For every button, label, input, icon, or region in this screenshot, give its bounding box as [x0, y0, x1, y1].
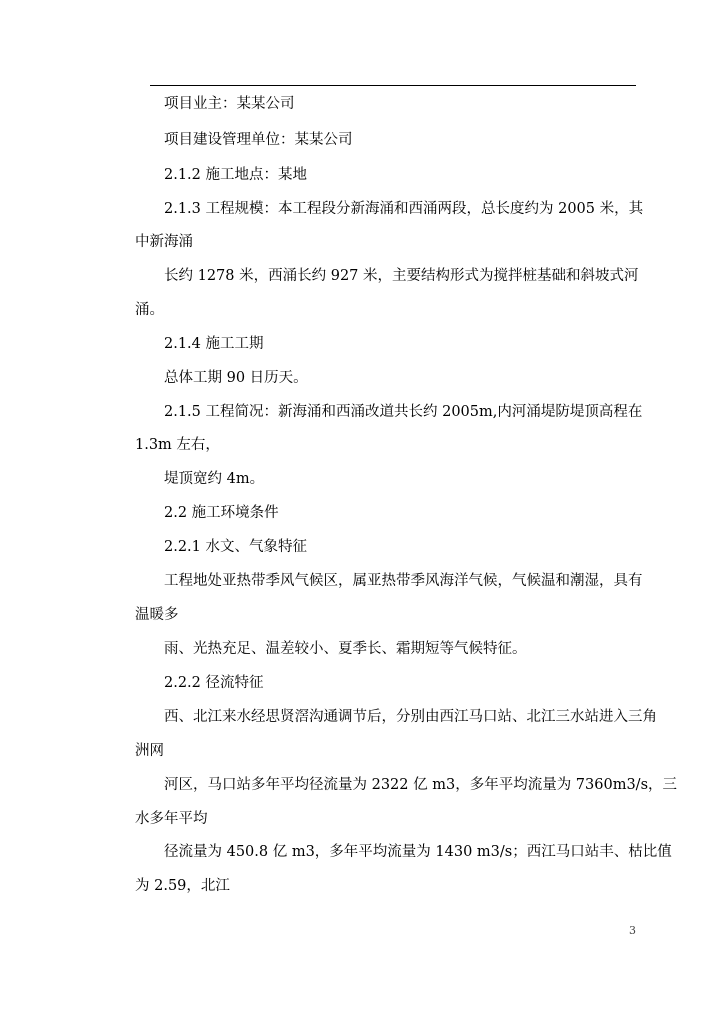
page-number: 3 [629, 924, 636, 937]
text-line: 2.1.4 施工工期 [164, 336, 264, 352]
text-line: 2.2.1 水文、气象特征 [164, 539, 308, 555]
text-line: 1.3m 左右， [135, 437, 220, 453]
text-line: 项目建设管理单位：某某公司 [164, 132, 353, 148]
text-line: 中新海涌 [135, 234, 193, 250]
text-line: 2.1.3 工程规模：本工程段分新海涌和西涌两段，总长度约为 2005 米，其 [164, 201, 644, 217]
text-line: 水多年平均 [135, 811, 208, 827]
text-line: 2.1.2 施工地点：某地 [164, 167, 308, 183]
text-line: 2.2 施工环境条件 [164, 505, 279, 521]
text-line: 径流量为 450.8 亿 m3，多年平均流量为 1430 m3/s；西江马口站丰、枯比值 [164, 844, 672, 860]
text-line: 雨、光热充足、温差较小、夏季长、霜期短等气候特征。 [164, 641, 527, 657]
header-rule [150, 85, 636, 86]
text-line: 总体工期 90 日历天。 [164, 370, 308, 386]
text-line: 西、北江来水经思贤滘沟通调节后，分别由西江马口站、北江三水站进入三角 [164, 709, 657, 725]
text-line: 项目业主：某某公司 [164, 96, 295, 112]
text-line: 洲网 [135, 743, 164, 759]
text-line: 2.2.2 径流特征 [164, 675, 264, 691]
text-line: 河区，马口站多年平均径流量为 2322 亿 m3，多年平均流量为 7360m3/s，三 [164, 777, 678, 793]
text-line: 工程地处亚热带季风气候区，属亚热带季风海洋气候，气候温和潮湿，具有 [164, 573, 643, 589]
text-line: 堤顶宽约 4m。 [164, 471, 265, 487]
text-line: 2.1.5 工程简况：新海涌和西涌改道共长约 2005m,内河涌堤防堤顶高程在 [164, 404, 643, 420]
text-line: 长约 1278 米，西涌长约 927 米，主要结构形式为搅拌桩基础和斜坡式河 [164, 268, 639, 284]
text-line: 为 2.59，北江 [135, 878, 230, 894]
text-line: 涌。 [135, 302, 164, 318]
text-line: 温暖多 [135, 607, 179, 623]
